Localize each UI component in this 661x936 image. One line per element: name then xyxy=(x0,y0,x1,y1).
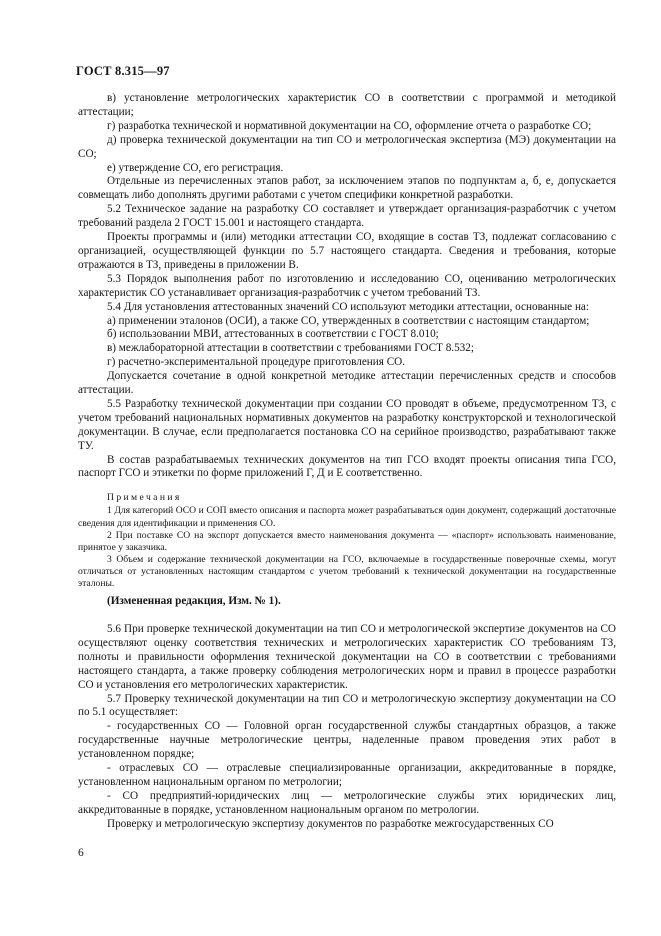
paragraph: в) установление метрологических характеристик СО в соответствии с программой и методикой аттестации; xyxy=(78,92,616,118)
paragraph: - государственных СО — Головной орган государственной службы стандартных образцов, а также государственные научные метрологические центры, наделенные правом проведения этих работ в установленном порядке; xyxy=(78,720,616,761)
note-item: 3 Объем и содержание технической документации на ГСО, включаемые в государственные поверочные схемы, могут отличаться от установленных настоящим стандартом с учетом требований к технической документации на государственные эталоны. xyxy=(78,553,616,590)
note-item: 2 При поставке СО на экспорт допускается вместо наименования документа — «паспорт» использовать наименование, принятое у заказчика. xyxy=(78,529,616,553)
paragraph: 5.5 Разработку технической документации при создании СО проводят в объеме, предусмотренном ТЗ, с учетом требований национальных нормативных документов на разработку конструкторской и технологической документации. В случае, если предполагается постановка СО на серийное производство, разрабатывают также ТУ. xyxy=(78,397,616,452)
paragraph: 5.2 Техническое задание на разработку СО составляет и утверждает организация-разработчик с учетом требований раздела 2 ГОСТ 15.001 и настоящего стандарта. xyxy=(78,203,616,230)
page-number: 6 xyxy=(78,847,84,859)
notes-block xyxy=(78,492,616,590)
paragraph: 5.3 Порядок выполнения работ по изготовлению и исследованию СО, оцениванию метрологических характеристик СО устанавливает организация-разработчик с учетом требований ТЗ. xyxy=(78,272,616,299)
amendment-note: (Измененная редакция, Изм. № 1). xyxy=(107,595,281,608)
paragraph: е) утверждение СО, его регистрация. xyxy=(107,161,284,174)
paragraph: 5.4 Для установления аттестованных значений СО используют методики аттестации, основанные на: xyxy=(107,300,590,313)
paragraph: 5.6 При проверке технической документации на тип СО и метрологической экспертизе документов на СО осуществляют оценку соответствия технических и метрологических характеристик СО требованиям ТЗ, полноты и правильности оформления технической документации на СО в соответствии с требованиями настоящего стандарта, а также проверку соблюдения метрологических норм и правил в процессе разработки СО и установления его метрологических характеристик. xyxy=(78,623,616,691)
paragraph: Проверку и метрологическую экспертизу документов по разработке межгосударственных СО xyxy=(107,817,554,830)
note-item: 1 Для категорий ОСО и СОП вместо описания и паспорта может разрабатываться один документ, содержащий достаточные сведения для идентификации и применения СО. xyxy=(78,505,616,529)
paragraph: в) межлабораторной аттестации в соответствии с требованиями ГОСТ 8.532; xyxy=(107,342,474,355)
document-body xyxy=(78,92,616,832)
paragraph: Проекты программы и (или) методики аттестации СО, входящие в состав ТЗ, подлежат согласованию с организацией, осуществляющей функции по 5.7 настоящего стандарта. Сведения и требования, которые отражаются в ТЗ, приведены в приложении В. xyxy=(78,231,616,271)
notes-title: Примечания xyxy=(107,492,182,504)
document-header: ГОСТ 8.315—97 xyxy=(76,64,170,78)
paragraph: - отраслевых СО — отраслевые специализированные организации, аккредитованные в порядке, установленном национальным органом по метрологии; xyxy=(78,762,616,788)
paragraph: 5.7 Проверку технической документации на тип СО и метрологическую экспертизу документации на СО по 5.1 осуществляет: xyxy=(78,692,616,719)
paragraph: Допускается сочетание в одной конкретной методике аттестации перечисленных средств и способов аттестации. xyxy=(78,370,616,397)
paragraph: В состав разрабатываемых технических документов на тип ГСО входят проекты описания типа ГСО, паспорт ГСО и этикетки по форме приложений Г, Д и Е соответственно. xyxy=(78,453,616,480)
section-gap xyxy=(78,609,616,623)
paragraph: Отдельные из перечисленных этапов работ, за исключением этапов по подпунктам а, б, е, допускается совмещать либо дополнять другими работами с учетом специфики конкретной разработки. xyxy=(78,175,616,202)
paragraph: а) применении эталонов (ОСИ), а также СО, утвержденных в соответствии с настоящим стандартом; xyxy=(107,314,590,327)
paragraph: - СО предприятий-юридических лиц — метрологические службы этих юридических лиц, аккредитованные в порядке, установленном национальным органом по метрологии. xyxy=(78,789,616,816)
paragraph: г) разработка технической и нормативной документации на СО, оформление отчета о разработке СО; xyxy=(107,119,592,132)
paragraph: д) проверка технической документации на тип СО и метрологическая экспертиза (МЭ) документации на СО; xyxy=(78,133,616,160)
paragraph: б) использовании МВИ, аттестованных в соответствии с ГОСТ 8.010; xyxy=(107,328,439,341)
paragraph: г) расчетно-экспериментальной процедуре приготовления СО. xyxy=(107,356,406,369)
